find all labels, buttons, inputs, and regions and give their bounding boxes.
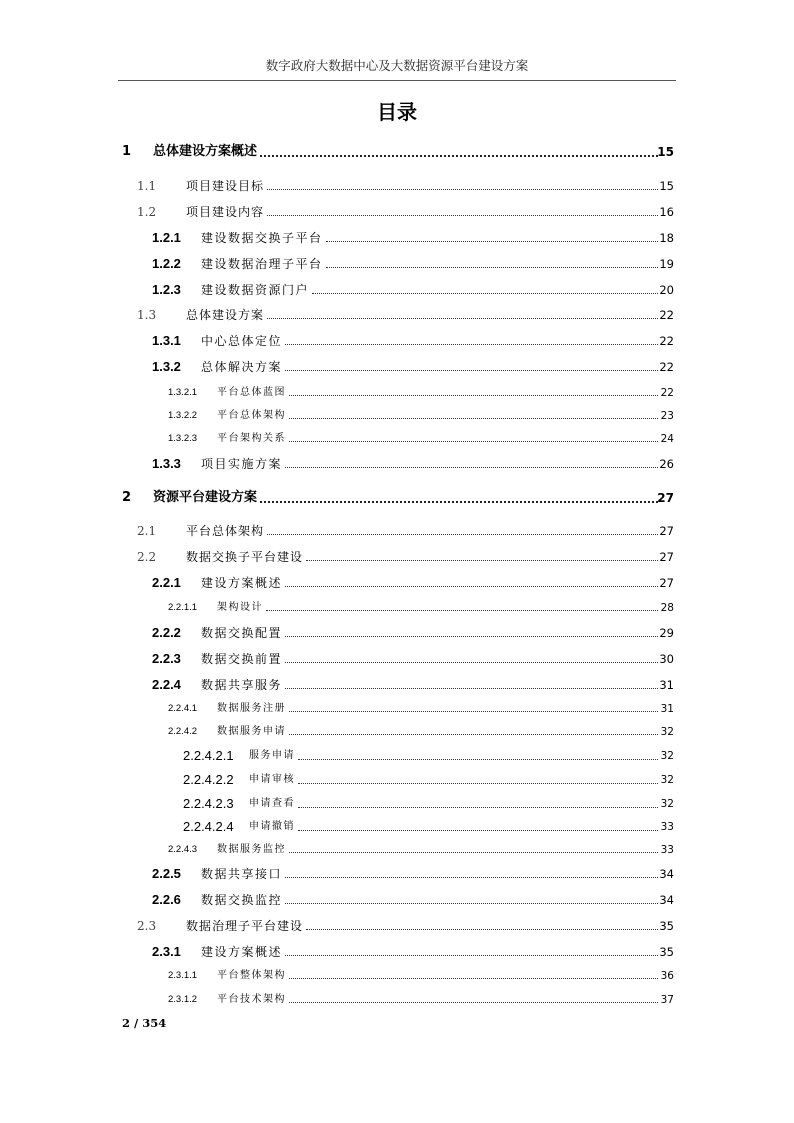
toc-entry-label: 申请撤销 bbox=[249, 821, 295, 832]
toc-entry-page: 35 bbox=[659, 945, 674, 959]
toc-entry[interactable] bbox=[0, 281, 794, 299]
toc-entry-label: 项目建设目标 bbox=[186, 179, 265, 193]
toc-entry-number: 1.2.2 bbox=[152, 256, 181, 271]
toc-entry-number: 2.2.4.1 bbox=[168, 703, 198, 714]
toc-entry-page: 18 bbox=[659, 231, 674, 245]
toc-leader-dots bbox=[285, 358, 658, 371]
toc-entry[interactable] bbox=[0, 650, 794, 668]
toc-leader-dots bbox=[267, 522, 658, 535]
toc-entry-page: 22 bbox=[659, 360, 674, 374]
toc-entry-page: 22 bbox=[659, 334, 674, 348]
toc-leader-dots bbox=[306, 548, 658, 561]
toc-entry-label: 数据服务注册 bbox=[217, 703, 286, 714]
toc-entry[interactable] bbox=[0, 229, 794, 247]
toc-entry[interactable] bbox=[0, 548, 794, 566]
toc-entry-page: 16 bbox=[659, 205, 674, 219]
toc-entry[interactable] bbox=[0, 599, 794, 617]
toc-entry-label: 平台总体架构 bbox=[217, 410, 286, 421]
toc-leader-dots bbox=[312, 281, 658, 294]
toc-entry[interactable] bbox=[0, 143, 794, 161]
toc-entry[interactable] bbox=[0, 306, 794, 324]
toc-entry-number: 2.2.4.2.2 bbox=[183, 772, 234, 787]
toc-entry[interactable] bbox=[0, 865, 794, 883]
toc-entry-page: 22 bbox=[660, 387, 674, 399]
toc-entry-page: 26 bbox=[659, 457, 674, 471]
toc-entry-number: 2.2.1 bbox=[152, 575, 181, 590]
toc-entry-number: 2.2 bbox=[137, 550, 157, 564]
toc-entry-number: 1.3.3 bbox=[152, 456, 181, 471]
toc-entry[interactable] bbox=[0, 358, 794, 376]
toc-entry-page: 27 bbox=[659, 524, 674, 538]
toc-entry-page: 20 bbox=[659, 283, 674, 297]
toc-entry-label: 服务申请 bbox=[249, 750, 295, 761]
toc-entry-page: 27 bbox=[659, 576, 674, 590]
toc-entry-label: 数据交换监控 bbox=[201, 893, 283, 907]
toc-entry-number: 1.2.3 bbox=[152, 282, 181, 297]
toc-entry-page: 34 bbox=[659, 867, 674, 881]
toc-entry[interactable] bbox=[0, 891, 794, 909]
toc-leader-dots bbox=[289, 967, 658, 979]
toc-leader-dots bbox=[289, 841, 658, 853]
toc-entry[interactable] bbox=[0, 430, 794, 448]
toc-entry-page: 32 bbox=[660, 798, 674, 810]
toc-entry-page: 15 bbox=[659, 179, 674, 193]
toc-leader-dots bbox=[298, 747, 658, 760]
toc-entry-page: 32 bbox=[660, 750, 674, 762]
toc-entry[interactable] bbox=[0, 574, 794, 592]
toc-entry[interactable] bbox=[0, 407, 794, 425]
toc-entry-label: 数据共享接口 bbox=[201, 867, 283, 881]
toc-entry-number: 2.2.5 bbox=[152, 866, 181, 881]
toc-leader-dots bbox=[267, 203, 658, 216]
toc-entry-number: 2.2.4.2 bbox=[168, 726, 198, 737]
toc-entry-label: 数据治理子平台建设 bbox=[186, 919, 304, 933]
toc-entry[interactable] bbox=[0, 455, 794, 473]
toc-leader-dots bbox=[289, 430, 658, 442]
toc-entry[interactable] bbox=[0, 991, 794, 1009]
toc-leader-dots bbox=[285, 865, 658, 878]
toc-leader-dots bbox=[289, 407, 658, 419]
toc-entry-label: 平台总体蓝图 bbox=[217, 387, 286, 398]
toc-entry-page: 29 bbox=[659, 626, 674, 640]
toc-entry-number: 1.3.1 bbox=[152, 333, 181, 348]
toc-entry-label: 总体建设方案 bbox=[186, 308, 265, 322]
toc-entry-number: 2.2.1.1 bbox=[168, 602, 198, 613]
toc-entry[interactable] bbox=[0, 943, 794, 961]
toc-entry-page: 15 bbox=[657, 145, 674, 159]
toc-entry-number: 2.1 bbox=[137, 524, 157, 538]
toc-entry[interactable] bbox=[0, 841, 794, 859]
toc-entry-label: 申请审核 bbox=[249, 774, 295, 785]
toc-entry-number: 2.2.6 bbox=[152, 892, 181, 907]
toc-entry[interactable] bbox=[0, 522, 794, 540]
toc-leader-dots bbox=[326, 255, 658, 268]
toc-entry[interactable] bbox=[0, 332, 794, 350]
toc-entry-page: 32 bbox=[660, 774, 674, 786]
toc-entry-label: 数据服务申请 bbox=[217, 726, 286, 737]
toc-entry-number: 2.3 bbox=[137, 919, 157, 933]
toc-entry[interactable] bbox=[0, 384, 794, 402]
page-header: 数字政府大数据中心及大数据资源平台建设方案 bbox=[265, 58, 529, 73]
toc-entry[interactable] bbox=[0, 795, 794, 813]
toc-entry-page: 31 bbox=[660, 703, 674, 715]
toc-entry[interactable] bbox=[0, 700, 794, 718]
toc-entry-number: 1.3.2.3 bbox=[168, 433, 198, 444]
toc-leader-dots bbox=[326, 229, 658, 242]
toc-entry-number: 2.2.2 bbox=[152, 625, 181, 640]
toc-entry-label: 建设方案概述 bbox=[201, 576, 283, 590]
toc-entry-page: 33 bbox=[660, 821, 674, 833]
toc-leader-dots bbox=[260, 143, 658, 157]
toc-entry-number: 2.3.1 bbox=[152, 944, 181, 959]
toc-entry[interactable] bbox=[0, 676, 794, 694]
toc-leader-dots bbox=[285, 455, 658, 468]
toc-entry-number: 1.3.2.1 bbox=[168, 387, 198, 398]
toc-entry-page: 22 bbox=[659, 308, 674, 322]
toc-entry-number: 2.2.3 bbox=[152, 651, 181, 666]
toc-title: 目录 bbox=[377, 100, 417, 124]
toc-entry-number: 2.3.1.2 bbox=[168, 994, 198, 1005]
toc-leader-dots bbox=[306, 917, 658, 930]
toc-entry-number: 1.3 bbox=[137, 308, 157, 322]
toc-leader-dots bbox=[285, 332, 658, 345]
toc-entry-label: 平台架构关系 bbox=[217, 433, 286, 444]
toc-entry-label: 数据服务监控 bbox=[217, 844, 286, 855]
toc-entry-number: 1.1 bbox=[137, 179, 157, 193]
toc-entry-label: 建设数据治理子平台 bbox=[201, 257, 323, 271]
toc-entry-page: 28 bbox=[660, 602, 674, 614]
toc-leader-dots bbox=[285, 943, 658, 956]
toc-entry-number: 1.2.1 bbox=[152, 230, 181, 245]
toc-leader-dots bbox=[289, 700, 658, 712]
toc-entry-page: 37 bbox=[660, 994, 674, 1006]
toc-entry-label: 数据共享服务 bbox=[201, 678, 283, 692]
toc-entry[interactable] bbox=[0, 723, 794, 741]
toc-entry-number: 2.2.4 bbox=[152, 677, 181, 692]
toc-entry-label: 资源平台建设方案 bbox=[153, 490, 258, 505]
toc-entry-page: 33 bbox=[660, 844, 674, 856]
toc-entry-label: 总体解决方案 bbox=[201, 360, 283, 374]
toc-leader-dots bbox=[285, 891, 658, 904]
toc-leader-dots bbox=[298, 771, 658, 784]
toc-entry-label: 项目实施方案 bbox=[201, 457, 283, 471]
toc-leader-dots bbox=[267, 177, 658, 190]
toc-entry-label: 平台总体架构 bbox=[186, 524, 265, 538]
toc-entry-number: 2.3.1.1 bbox=[168, 970, 198, 981]
toc-entry-label: 数据交换子平台建设 bbox=[186, 550, 304, 564]
toc-entry-page: 31 bbox=[659, 678, 674, 692]
toc-entry[interactable] bbox=[0, 771, 794, 789]
toc-entry-number: 2.2.4.2.3 bbox=[183, 796, 234, 811]
toc-entry-label: 平台技术架构 bbox=[217, 994, 286, 1005]
toc-entry-label: 平台整体架构 bbox=[217, 970, 286, 981]
toc-entry-label: 项目建设内容 bbox=[186, 205, 265, 219]
toc-entry-page: 23 bbox=[660, 410, 674, 422]
toc-entry-number: 2.2.4.3 bbox=[168, 844, 198, 855]
toc-entry-page: 19 bbox=[659, 257, 674, 271]
toc-entry-page: 30 bbox=[659, 652, 674, 666]
toc-leader-dots bbox=[285, 574, 658, 587]
toc-entry-page: 27 bbox=[659, 550, 674, 564]
toc-leader-dots bbox=[289, 991, 658, 1003]
toc-entry-label: 中心总体定位 bbox=[201, 334, 283, 348]
toc-leader-dots bbox=[298, 818, 658, 831]
toc-leader-dots bbox=[285, 676, 658, 689]
toc-entry-label: 建设数据资源门户 bbox=[201, 283, 310, 297]
toc-entry-number: 1.3.2.2 bbox=[168, 410, 198, 421]
toc-leader-dots bbox=[267, 306, 658, 319]
toc-entry-label: 数据交换配置 bbox=[201, 626, 283, 640]
toc-entry-page: 35 bbox=[659, 919, 674, 933]
toc-entry-number: 1.3.2 bbox=[152, 359, 181, 374]
toc-entry-number: 2 bbox=[122, 490, 132, 505]
toc-entry[interactable] bbox=[0, 177, 794, 195]
toc-leader-dots bbox=[260, 489, 658, 503]
toc-leader-dots bbox=[285, 624, 658, 637]
toc-entry[interactable] bbox=[0, 917, 794, 935]
toc-entry[interactable] bbox=[0, 489, 794, 507]
toc-leader-dots bbox=[289, 723, 658, 735]
toc-leader-dots bbox=[289, 384, 658, 396]
page-number: 2 / 354 bbox=[122, 1016, 167, 1030]
toc-entry-number: 1 bbox=[122, 144, 132, 159]
toc-entry[interactable] bbox=[0, 818, 794, 836]
toc-entry-label: 申请查看 bbox=[249, 798, 295, 809]
toc-entry-number: 1.2 bbox=[137, 205, 157, 219]
toc-entry-label: 建设方案概述 bbox=[201, 945, 283, 959]
toc-entry[interactable] bbox=[0, 255, 794, 273]
toc-leader-dots bbox=[285, 650, 658, 663]
toc-entry[interactable] bbox=[0, 747, 794, 765]
toc-entry-number: 2.2.4.2.1 bbox=[183, 748, 234, 763]
toc-entry-page: 34 bbox=[659, 893, 674, 907]
toc-entry-number: 2.2.4.2.4 bbox=[183, 819, 234, 834]
toc-entry-page: 32 bbox=[660, 726, 674, 738]
toc-entry-label: 架构设计 bbox=[217, 602, 263, 613]
toc-entry[interactable] bbox=[0, 203, 794, 221]
toc-entry-page: 36 bbox=[660, 970, 674, 982]
toc-entry-page: 27 bbox=[657, 491, 674, 505]
toc-entry-label: 总体建设方案概述 bbox=[153, 144, 258, 159]
toc-entry[interactable] bbox=[0, 967, 794, 985]
toc-entry-label: 建设数据交换子平台 bbox=[201, 231, 323, 245]
toc-entry[interactable] bbox=[0, 624, 794, 642]
toc-leader-dots bbox=[298, 795, 658, 808]
toc-entry-page: 24 bbox=[660, 433, 674, 445]
toc-entry-label: 数据交换前置 bbox=[201, 652, 283, 666]
toc-leader-dots bbox=[266, 599, 658, 611]
